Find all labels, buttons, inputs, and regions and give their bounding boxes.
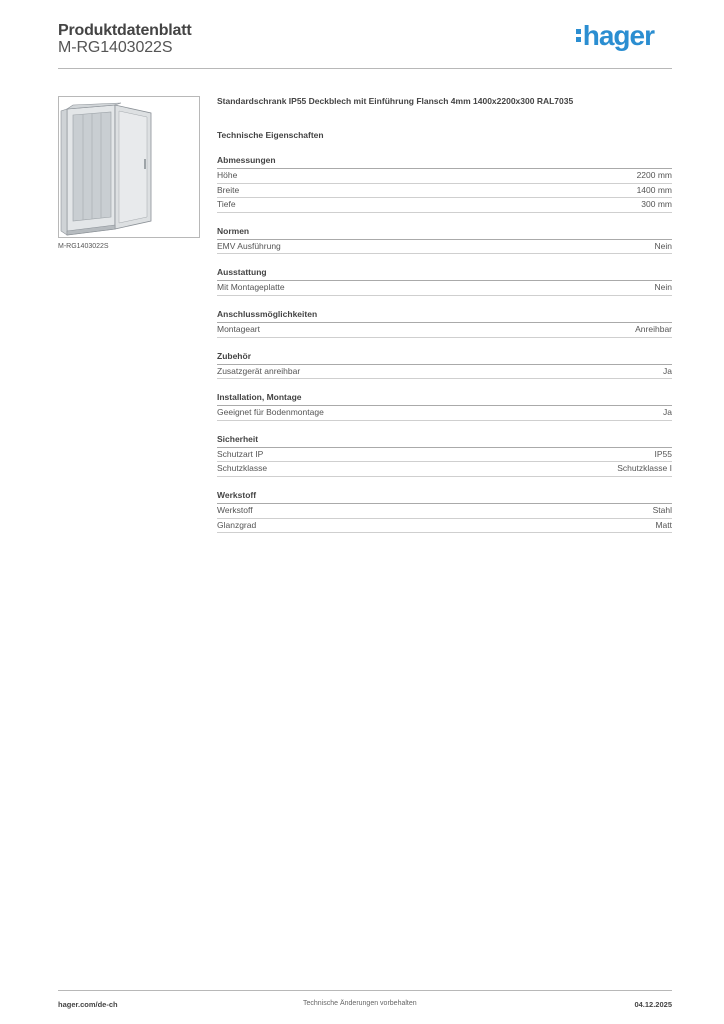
cabinet-illustration-icon xyxy=(59,97,199,237)
spec-section xyxy=(217,434,672,477)
page-footer xyxy=(58,990,672,1011)
spec-value: Stahl xyxy=(652,504,672,515)
section-title: Sicherheit xyxy=(217,434,672,448)
footer-website: hager.com/de-ch xyxy=(58,1000,118,1009)
spec-label: Montageart xyxy=(217,323,260,334)
spec-row xyxy=(217,198,672,213)
spec-label: Tiefe xyxy=(217,199,236,210)
spec-label: Breite xyxy=(217,184,240,195)
spec-label: EMV Ausführung xyxy=(217,240,281,251)
spec-value: Nein xyxy=(654,282,672,293)
spec-section xyxy=(217,351,672,380)
spec-content xyxy=(217,96,672,533)
page-header xyxy=(58,20,672,69)
spec-value: 2200 mm xyxy=(636,170,672,180)
section-title: Zubehör xyxy=(217,351,672,365)
spec-section xyxy=(217,155,672,213)
product-description: Standardschrank IP55 Deckblech mit Einführung Flansch 4mm 1400x2200x300 RAL7035 xyxy=(217,96,574,106)
spec-row xyxy=(217,462,672,477)
spec-section xyxy=(217,392,672,421)
spec-label: Schutzklasse xyxy=(217,463,268,474)
spec-label: Mit Montageplatte xyxy=(217,282,285,293)
spec-row xyxy=(217,406,672,421)
spec-section xyxy=(217,267,672,296)
hager-logo xyxy=(576,20,654,52)
spec-section xyxy=(217,309,672,338)
product-image xyxy=(58,96,200,238)
section-title: Normen xyxy=(217,226,672,240)
spec-row xyxy=(217,448,672,463)
technical-properties-title: Technische Eigenschaften xyxy=(217,130,324,140)
spec-row xyxy=(217,365,672,380)
spec-value: Ja xyxy=(663,365,672,376)
spec-label: Geeignet für Bodenmontage xyxy=(217,407,324,418)
section-title: Werkstoff xyxy=(217,490,672,504)
footer-notice: Technische Änderungen vorbehalten xyxy=(303,1000,417,1007)
spec-section xyxy=(217,226,672,255)
spec-label: Glanzgrad xyxy=(217,519,257,530)
spec-label: Höhe xyxy=(217,170,238,180)
article-number: M-RG1403022S xyxy=(58,39,173,56)
spec-value: Ja xyxy=(663,407,672,418)
spec-value: Nein xyxy=(654,240,672,251)
spec-row xyxy=(217,240,672,255)
section-title: Ausstattung xyxy=(217,267,672,281)
spec-row xyxy=(217,169,672,184)
image-caption: M-RG1403022S xyxy=(58,243,109,250)
spec-value: 1400 mm xyxy=(636,184,672,195)
spec-section xyxy=(217,490,672,533)
spec-value: 300 mm xyxy=(641,199,672,210)
spec-row xyxy=(217,323,672,338)
spec-label: Werkstoff xyxy=(217,504,253,515)
section-title: Abmessungen xyxy=(217,155,672,169)
spec-value: Anreihbar xyxy=(635,323,672,334)
spec-value: Matt xyxy=(655,519,672,530)
spec-row xyxy=(217,504,672,519)
spec-label: Zusatzgerät anreihbar xyxy=(217,365,301,376)
spec-sections xyxy=(217,155,672,533)
spec-label: Schutzart IP xyxy=(217,448,264,459)
section-title: Anschlussmöglichkeiten xyxy=(217,309,672,323)
spec-row xyxy=(217,184,672,199)
page-title: Produktdatenblatt xyxy=(58,22,192,39)
spec-value: Schutzklasse I xyxy=(617,463,672,474)
spec-value: IP55 xyxy=(654,448,672,459)
logo-dots-icon xyxy=(576,29,581,45)
footer-date: 04.12.2025 xyxy=(634,1000,672,1009)
section-title: Installation, Montage xyxy=(217,392,672,406)
logo-text: hager xyxy=(582,20,654,51)
spec-row xyxy=(217,281,672,296)
spec-row xyxy=(217,519,672,534)
